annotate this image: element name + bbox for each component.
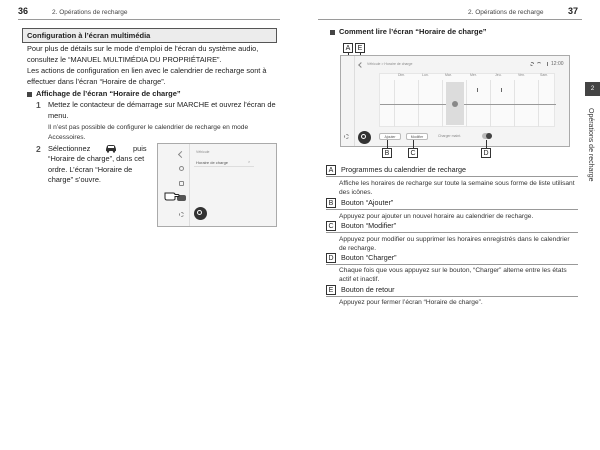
definition-a-rule — [326, 176, 578, 177]
definition-c-letter: C — [326, 221, 336, 231]
definition-e-title: Bouton de retour — [340, 285, 395, 294]
schedule-tick — [501, 88, 502, 92]
left-header-rule — [18, 19, 280, 20]
callout-a: A — [343, 43, 353, 53]
definition-d-title: Bouton “Charger” — [340, 253, 397, 262]
definition-a-letter: A — [326, 165, 336, 175]
definition-b-rule — [326, 209, 578, 210]
subhead-display — [27, 89, 277, 98]
music-icon — [179, 166, 184, 171]
definition-a-desc: Affiche les horaires de recharge sur toute la semaine sous forme de liste utilisant des icônes. — [339, 180, 575, 197]
definition-d — [326, 253, 578, 263]
car-icon — [104, 143, 118, 153]
definition-e-desc: Appuyez pour fermer l’écran “Horaire de charge”. — [339, 299, 483, 306]
step-2-select: Sélectionnez — [48, 144, 91, 153]
definition-d-desc: Chaque fois que vous appuyez sur le bouton, “Charger” alterne entre les états actif et inactif. — [339, 267, 567, 284]
menu-screen-item: Horaire de charge — [196, 160, 229, 165]
step-1-text: Mettez le contacteur de démarrage sur MARCHE et ouvrez l’écran de menu. — [48, 100, 276, 120]
day-tue: Mar. — [445, 73, 452, 77]
wifi-icon — [537, 62, 541, 66]
definition-b — [326, 198, 578, 208]
section-title: Configuration à l’écran multimédia — [22, 28, 277, 43]
definition-b-desc: Appuyez pour ajouter un nouvel horaire au calendrier de recharge. — [339, 213, 534, 220]
definition-d-rule — [326, 264, 578, 265]
screen-breadcrumb: Véhicule > Horaire de charge — [367, 62, 413, 66]
square-bullet-icon — [330, 30, 335, 35]
definition-d-letter: D — [326, 253, 336, 263]
step-2-puis: puis — [133, 144, 147, 153]
definition-e-rule — [326, 296, 578, 297]
day-sun: Dim. — [398, 73, 406, 77]
day-thu: Jeu. — [495, 73, 502, 77]
signal-icon — [544, 62, 548, 66]
menu-screen-divider — [194, 166, 254, 167]
menu-screen-item-arrow: > — [248, 160, 251, 164]
callout-b: B — [382, 148, 392, 158]
timeline-line — [380, 104, 556, 105]
square-bullet-icon — [27, 92, 32, 97]
callout-c: C — [408, 148, 418, 158]
schedule-grid — [379, 73, 555, 127]
search-icon — [358, 131, 371, 144]
day-mon: Lun. — [422, 73, 429, 77]
day-sat: Sam. — [540, 73, 549, 77]
chapter-tab: 2 — [585, 82, 600, 96]
charge-now-label: Charger maint. — [438, 134, 462, 138]
intro-paragraph-2: Les actions de configuration en lien avec le calendrier de recharge sont à effectuer dans l’écran “Horaire de charge”. — [27, 66, 267, 86]
left-page-number: 36 — [18, 6, 29, 16]
definition-e — [326, 285, 578, 295]
intro-paragraph-1: Pour plus de détails sur le mode d’emploi de l’écran du système audio, consultez le “MANUEL MULTIMÉDIA DU PROPRIÉTAIRE”. — [27, 44, 259, 64]
back-button-icon — [358, 62, 364, 68]
chapter-tab-label: Opérations de recharge — [587, 108, 594, 182]
menu-screen-illustration — [157, 143, 277, 227]
charge-schedule-screen — [340, 55, 570, 147]
step-2-text: “Horaire de charge”, dans cet ordre. L’écran “Horaire de charge” s’ouvre. — [48, 154, 145, 184]
search-icon — [194, 207, 207, 220]
phone-icon — [179, 181, 184, 186]
callout-c-leader — [413, 140, 414, 148]
settings-icon — [179, 212, 184, 217]
day-wed: Mer. — [470, 73, 477, 77]
screen-sidebar — [341, 56, 355, 146]
day-fri: Ven. — [518, 73, 526, 77]
modify-button[interactable]: Modifier — [406, 133, 428, 140]
definition-c — [326, 221, 578, 231]
definition-b-title: Bouton “Ajouter” — [340, 198, 394, 207]
definition-a-title: Programmes du calendrier de recharge — [340, 165, 466, 174]
right-header-rule — [318, 19, 582, 20]
subhead-reading-text: Comment lire l’écran “Horaire de charge” — [339, 27, 487, 36]
right-page-number: 37 — [568, 6, 579, 16]
definition-e-letter: E — [326, 285, 336, 295]
charge-toggle[interactable] — [482, 133, 492, 139]
definition-c-rule — [326, 232, 578, 233]
callout-d: D — [481, 148, 491, 158]
pointing-hand-icon — [164, 189, 180, 203]
step-1-note: Il n’est pas possible de configurer le calendrier de recharge en mode Accessoires. — [48, 124, 249, 141]
definition-a — [326, 165, 578, 175]
definition-b-letter: B — [326, 198, 336, 208]
callout-e: E — [355, 43, 365, 53]
screen-clock: 12:00 — [551, 61, 564, 67]
definition-c-title: Bouton “Modifier” — [340, 221, 397, 230]
add-button[interactable]: Ajouter — [379, 133, 401, 140]
settings-gear-icon — [530, 62, 534, 66]
settings-icon — [344, 134, 349, 139]
right-header-title: 2. Opérations de recharge — [468, 9, 544, 16]
subhead-display-text: Affichage de l’écran “Horaire de charge” — [36, 89, 181, 98]
schedule-tick — [477, 88, 478, 92]
menu-screen-header: Véhicule — [196, 150, 210, 154]
subhead-reading — [330, 27, 580, 36]
callout-b-leader — [387, 140, 388, 148]
step-1-number: 1 — [36, 100, 41, 110]
definition-c-desc: Appuyez pour modifier ou supprimer les horaires enregistrés dans le calendrier de recharge. — [339, 236, 570, 253]
left-header-title: 2. Opérations de recharge — [52, 9, 128, 16]
schedule-marker-dot — [452, 101, 458, 107]
callout-d-leader — [486, 140, 487, 148]
step-2-number: 2 — [36, 144, 41, 154]
